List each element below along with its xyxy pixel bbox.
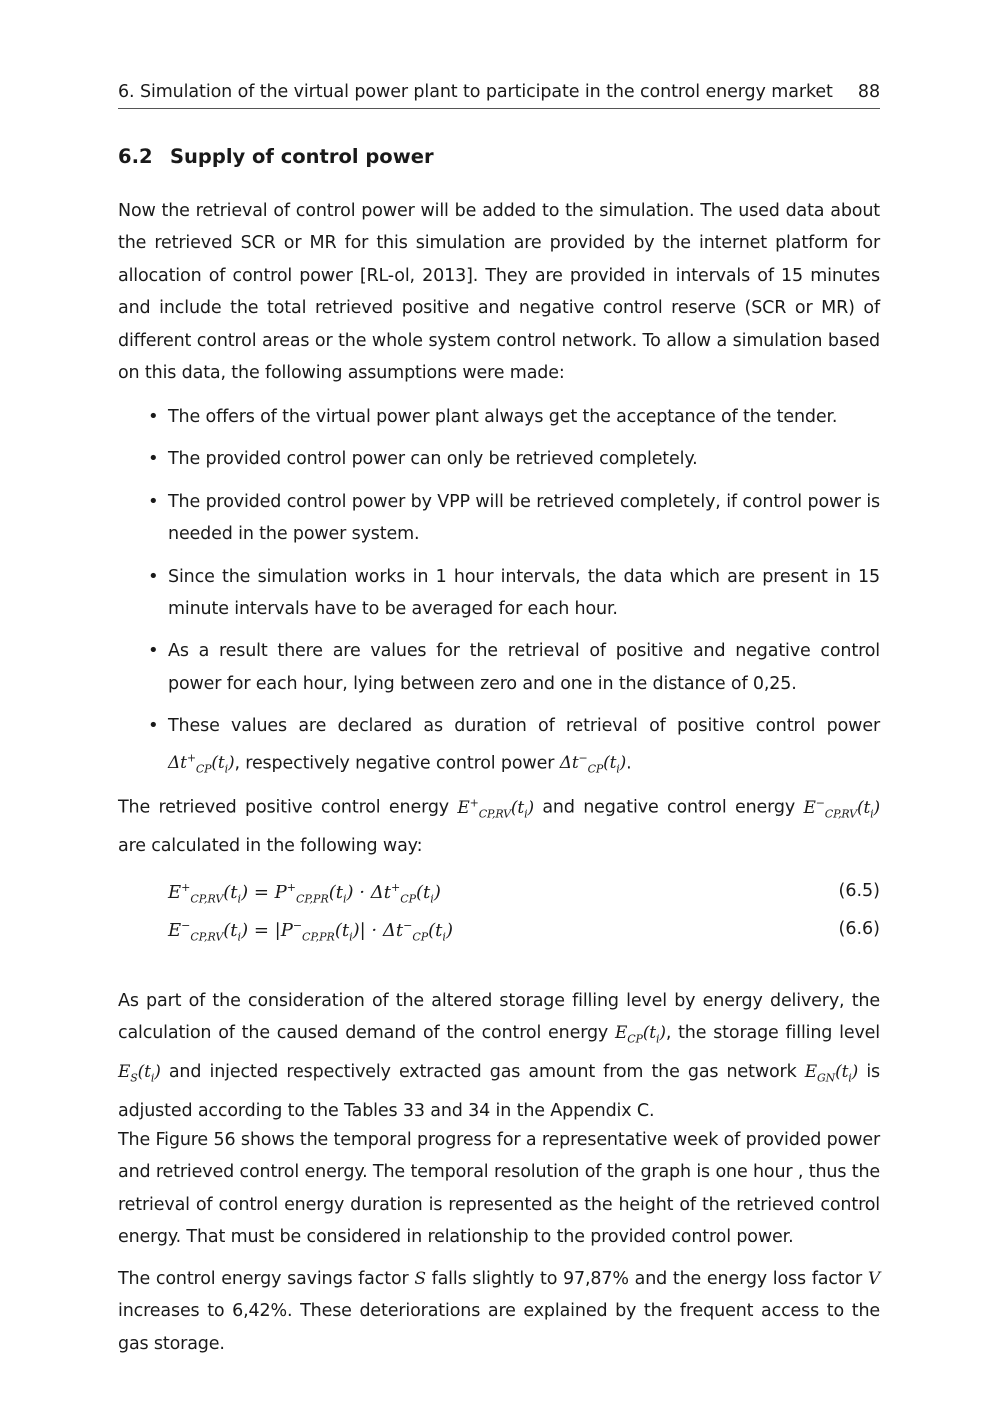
math-ecp: $E_{CP}(t_i)$ (614, 1023, 666, 1046)
storage-paragraph (118, 985, 880, 1127)
list-item: • The provided control power by VPP will be retrieved completely, if control power is needed in the power system. (118, 486, 880, 551)
equation-6-5 (168, 881, 880, 906)
section-heading (118, 145, 434, 168)
paragraph-text: is adjusted according to the Tables 33 and 34 in the Appendix C. (118, 1062, 880, 1121)
equation-label: (6.6) (838, 919, 880, 939)
math-es: $E_S(t_i)$ (118, 1062, 161, 1085)
chapter-title: 6. Simulation of the virtual power plant to participate in the control energy market (118, 82, 833, 102)
list-item: • Since the simulation works in 1 hour intervals, the data which are present in 15 minute intervals have to be averaged for each hour. (118, 561, 880, 626)
section-title: Supply of control power (170, 145, 434, 168)
paragraph-text: , the storage filling level (665, 1023, 880, 1044)
equation-body: $E^-_{CP,RV}(t_i) = |P^-_{CP,PR}(t_i)| \cdot \Delta t^-_{CP}(t_i)$ (168, 919, 453, 944)
list-item-text: These values are declared as duration of retrieval of positive control power (168, 716, 880, 737)
math-dt-neg: $\Delta t^-_{CP}(t_i)$ (559, 751, 627, 776)
math-egn: $E_{GN}(t_i)$ (804, 1062, 859, 1085)
retrieved-energy-paragraph (118, 787, 880, 863)
paragraph-text: The control energy savings factor (118, 1269, 415, 1289)
list-item: • The provided control power can only be retrieved completely. (118, 443, 880, 475)
math-e-neg: $E^-_{CP,RV}(t_i)$ (803, 796, 880, 821)
figure-paragraph: The Figure 56 shows the temporal progress for a representative week of provided power and retrieved control energy. The temporal resolution of the graph is one hour , thus the retrieval of control energy duration is represented as the height of the retrieved control energy. That must be considered in relationship to the provided control power. (118, 1130, 880, 1248)
savings-paragraph (118, 1263, 880, 1360)
paragraph-text: falls slightly to 97,87% and the energy loss factor (425, 1269, 868, 1289)
list-item (118, 710, 880, 786)
math-e-pos: $E^+_{CP,RV}(t_i)$ (457, 796, 534, 821)
math-dt-pos: $\Delta t^+_{CP}(t_i)$ (168, 751, 235, 776)
list-item: • As a result there are values for the retrieval of positive and negative control power for each hour, lying between zero and one in the distance of 0,25. (118, 635, 880, 700)
list-item-text: . (626, 753, 632, 774)
equation-body: $E^+_{CP,RV}(t_i) = P^+_{CP,PR}(t_i) \cdot \Delta t^+_{CP}(t_i)$ (168, 881, 441, 906)
list-item: • The offers of the virtual power plant always get the acceptance of the tender. (118, 401, 880, 433)
equation-6-6 (168, 919, 880, 944)
running-header (118, 78, 880, 109)
page-number: 88 (857, 82, 880, 102)
equation-label: (6.5) (838, 881, 880, 901)
paragraph-text: are calculated in the following way: (118, 836, 423, 857)
paragraph-text: As part of the consideration of the altered storage filling level by energy delivery, the calculation of the caused demand of the control energy (118, 991, 880, 1044)
math-v: V (867, 1269, 880, 1289)
list-item-text: , respectively negative control power (234, 753, 560, 774)
paragraph-text: The retrieved positive control energy (118, 797, 458, 818)
intro-paragraph: Now the retrieval of control power will be added to the simulation. The used data about the retrieved SCR or MR for this simulation are provided by the internet platform for allocation of control power [RL-ol, 2013]. They are provided in intervals of 15 minutes and include the total retrieved positive and negative control reserve (SCR or MR) of different control areas or the whole system control network. To allow a simulation based on this data, the following assumptions were made: (118, 201, 880, 384)
assumptions-list (118, 401, 880, 796)
section-number: 6.2 (118, 145, 153, 168)
paragraph-text: and negative control energy (533, 797, 804, 818)
paragraph-text: increases to 6,42%. These deteriorations are explained by the frequent access to the gas storage. (118, 1301, 880, 1354)
math-s: S (414, 1269, 426, 1289)
paragraph-text: and injected respectively extracted gas amount from the gas network (160, 1062, 805, 1083)
